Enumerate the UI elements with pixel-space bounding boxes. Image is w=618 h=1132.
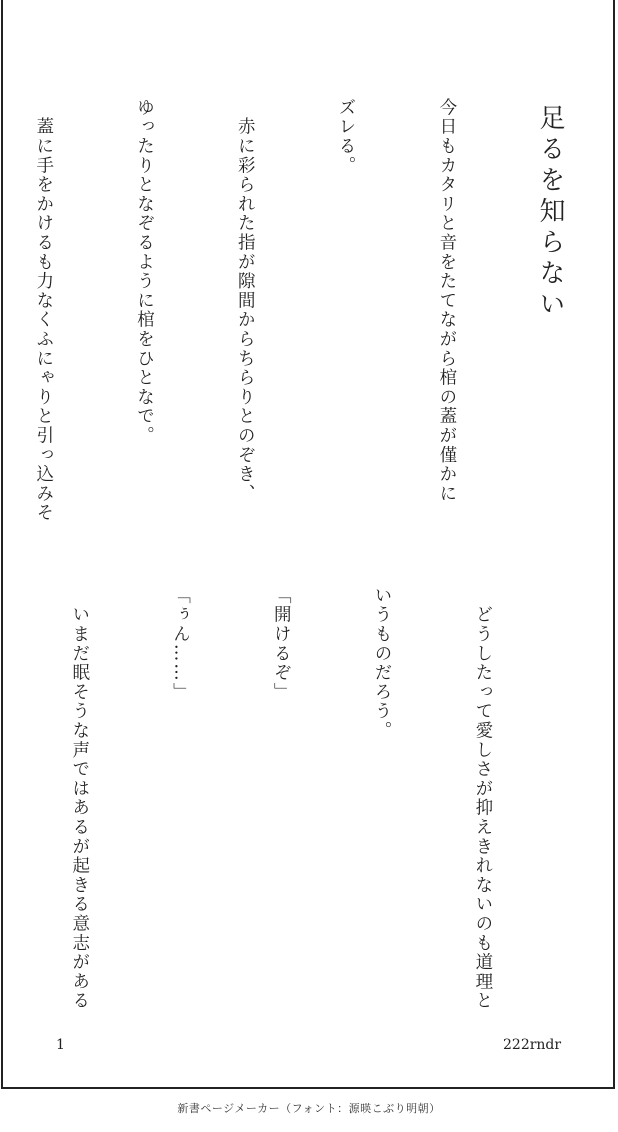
author-id: 222rndr — [503, 1037, 562, 1053]
page-number: 1 — [56, 1037, 65, 1053]
text-line: いうものだろう。 — [372, 586, 393, 741]
footer-credit: 新書ページメーカー（フォント：源暎こぶり明朝） — [177, 1102, 441, 1115]
text-line: どうしたって愛しさが抑えきれないのも道理と — [472, 586, 493, 1011]
text-line: ズレる。 — [336, 98, 357, 176]
lower-text-block — [50, 586, 566, 1011]
text-line: 赤に彩られた指が隙間からちらりとのぞき、 — [235, 98, 256, 504]
text-line: ゆったりとなぞるように棺をひとなで。 — [134, 98, 155, 446]
text-line: 「ぅん……」 — [170, 586, 191, 702]
upper-text-block — [33, 98, 530, 528]
story-title: 足るを知らない — [535, 104, 565, 321]
text-line: いまだ眠そうな声ではあるが起きる意志がある — [69, 586, 90, 1011]
text-line: 今日もカタリと音をたてながら棺の蓋が僅かに — [436, 98, 457, 504]
text-line: 蓋に手をかけるも力なくふにゃりと引っ込みそ — [33, 98, 54, 523]
text-line: 「開けるぞ」 — [271, 586, 292, 702]
